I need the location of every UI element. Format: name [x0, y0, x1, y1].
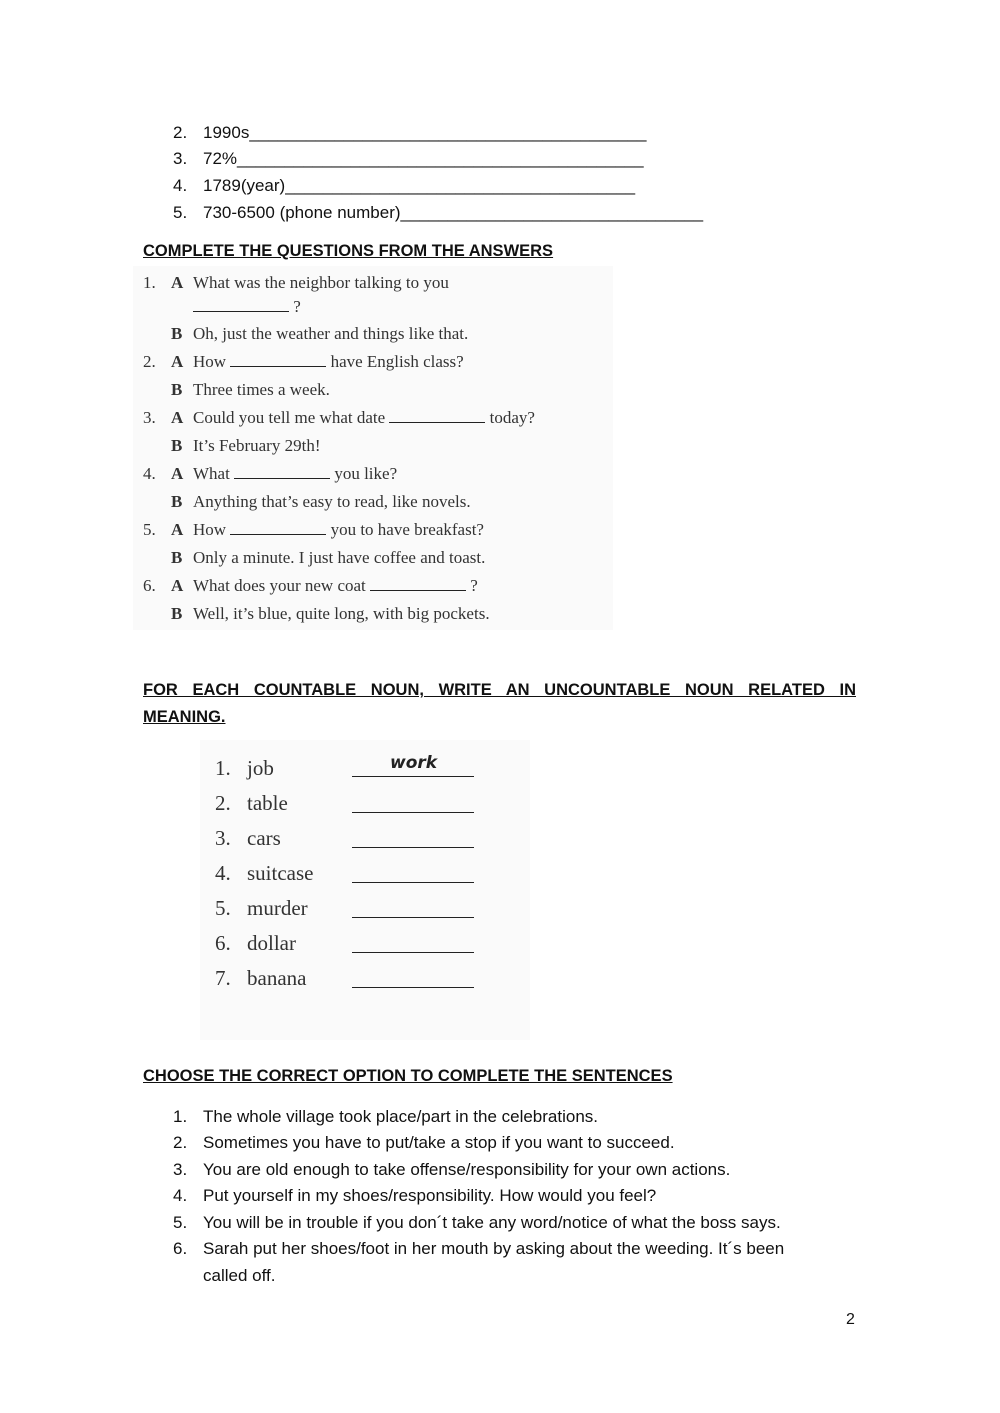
answer-line[interactable] — [352, 812, 474, 813]
list-item: 1. The whole village took place/part in the celebrations. — [173, 1107, 599, 1126]
answer-b: B It’s February 29th! — [171, 436, 321, 455]
question-a: 1. A What was the neighbor talking to you — [143, 273, 449, 292]
answer-line[interactable] — [352, 847, 474, 848]
noun-item: 3. cars — [215, 826, 281, 850]
noun-item: 7. banana — [215, 966, 307, 990]
list-item: 6. Sarah put her shoes/foot in her mouth by asking about the weeding. It´s been — [173, 1239, 785, 1258]
question-a: 6. A What does your new coat ? — [143, 576, 478, 595]
list-item-continuation: called off. — [203, 1266, 276, 1285]
answer-line[interactable] — [352, 987, 474, 988]
answer-line[interactable] — [352, 882, 474, 883]
question-a-blank-line: ? — [193, 297, 301, 317]
answer-line[interactable] — [352, 917, 474, 918]
list-item: 4. 1789(year)_____________________________________ — [173, 176, 636, 195]
page-number: 2 — [846, 1311, 855, 1328]
list-item: 3. You are old enough to take offense/responsibility for your own actions. — [173, 1160, 731, 1179]
section-heading-questions: COMPLETE THE QUESTIONS FROM THE ANSWERS — [143, 242, 554, 260]
answer-blank[interactable] — [370, 576, 466, 591]
noun-answer: work — [390, 753, 438, 773]
answer-line[interactable] — [352, 776, 474, 777]
questions-exercise — [133, 266, 613, 630]
answer-blank[interactable] — [389, 408, 485, 423]
noun-item: 2. table — [215, 791, 288, 815]
answer-b: B Well, it’s blue, quite long, with big pockets. — [171, 604, 490, 623]
nouns-exercise — [200, 740, 530, 1040]
section-heading-nouns-line2: MEANING. — [143, 708, 226, 726]
question-a: 3. A Could you tell me what date today? — [143, 408, 535, 427]
section-heading-nouns: FOR EACH COUNTABLE NOUN, WRITE AN UNCOUNTABLE NOUN RELATED IN — [143, 681, 856, 699]
list-item: 3. 72%___________________________________________ — [173, 149, 644, 168]
answer-b: B Three times a week. — [171, 380, 330, 399]
answer-b: B Oh, just the weather and things like that. — [171, 324, 469, 343]
noun-item: 4. suitcase — [215, 861, 314, 885]
answer-b: B Anything that’s easy to read, like novels. — [171, 492, 471, 511]
noun-item: 5. murder — [215, 896, 308, 920]
list-item: 5. You will be in trouble if you don´t take any word/notice of what the boss says. — [173, 1213, 781, 1232]
answer-blank[interactable] — [230, 520, 326, 535]
question-a: 2. A How have English class? — [143, 352, 464, 371]
question-a: 5. A How you to have breakfast? — [143, 520, 484, 539]
section-heading-options: CHOOSE THE CORRECT OPTION TO COMPLETE THE SENTENCES — [143, 1067, 673, 1085]
answer-b: B Only a minute. I just have coffee and toast. — [171, 548, 486, 567]
question-a: 4. A What you like? — [143, 464, 398, 483]
list-item: 5. 730-6500 (phone number)________________________________ — [173, 203, 704, 222]
list-item: 4. Put yourself in my shoes/responsibility. How would you feel? — [173, 1186, 657, 1205]
answer-line[interactable] — [352, 952, 474, 953]
answer-blank[interactable] — [234, 464, 330, 479]
list-item: 2. Sometimes you have to put/take a stop if you want to succeed. — [173, 1133, 675, 1152]
answer-blank[interactable] — [230, 352, 326, 367]
noun-item: 6. dollar — [215, 931, 296, 955]
noun-item: 1. job — [215, 756, 274, 780]
answer-blank[interactable] — [193, 297, 289, 312]
list-item: 2. 1990s__________________________________________ — [173, 123, 647, 142]
